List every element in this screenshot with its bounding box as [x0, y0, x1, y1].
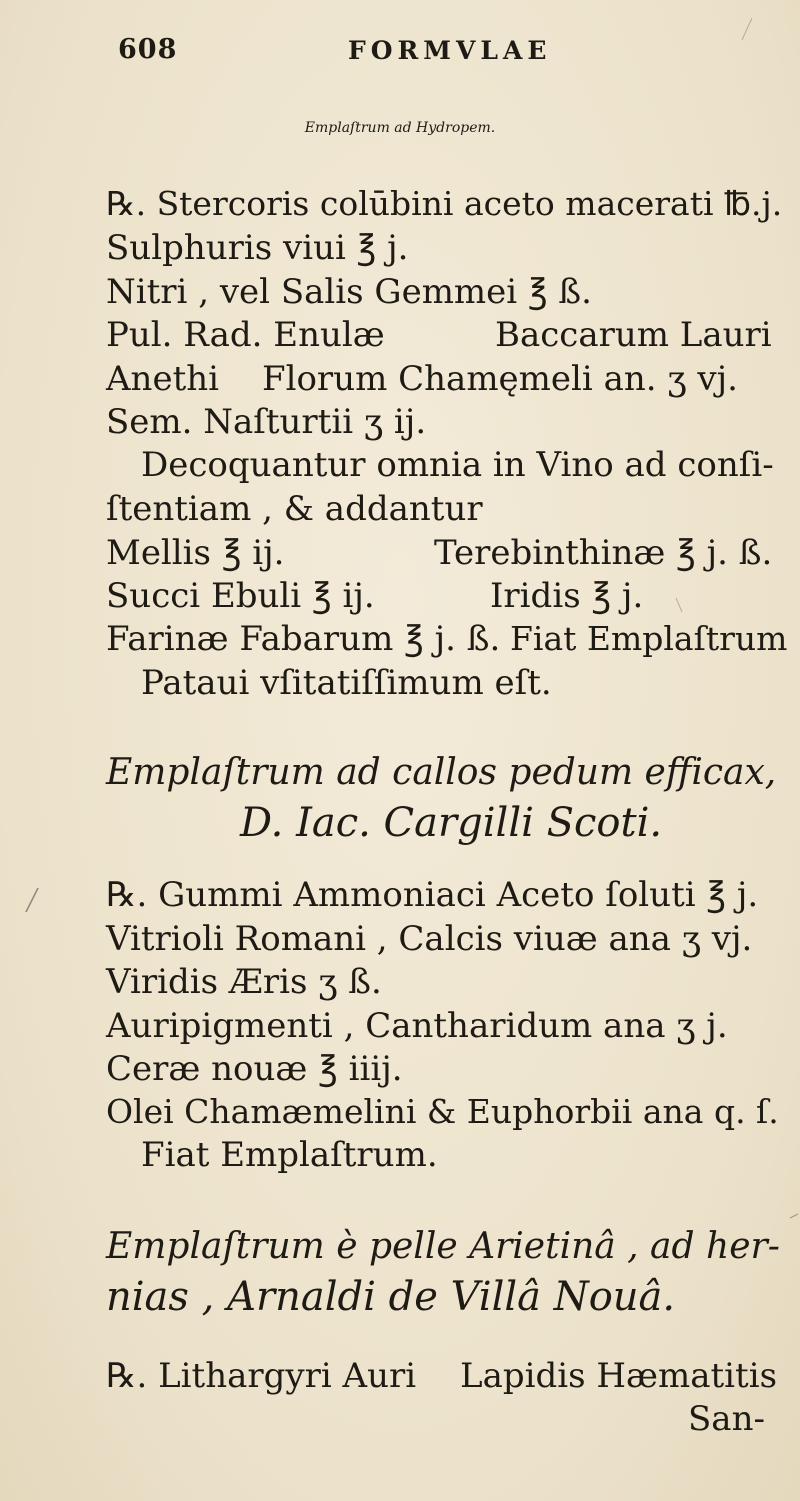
section-title-hernias: Emplaſtrum è pelle Arietinâ , ad her-: [106, 1226, 780, 1267]
recipe-line: Olei Chamæmelini & Euphorbii ana q. ſ.: [106, 1092, 779, 1131]
recipe-line: Farinæ Fabarum ℥ j. ß.: [106, 619, 501, 659]
recipe-line: Baccarum Lauri: [495, 315, 772, 355]
recipe-line: Decoquantur omnia in Vino ad conſi-: [141, 445, 774, 485]
recipe-line: Anethi: [106, 359, 220, 399]
page-header: [0, 34, 800, 74]
recipe-line: Auripigmenti , Cantharidum ana ʒ j.: [106, 1006, 728, 1046]
recipe-line: Terebinthinæ ℥ j. ß.: [434, 533, 773, 573]
running-title: FORMVLAE: [348, 36, 552, 65]
catchword: San-: [688, 1399, 765, 1439]
recipe-line: Sem. Naſturtii ʒ ij.: [106, 402, 427, 442]
recipe-line: Viridis Æris ʒ ß.: [106, 962, 382, 1002]
section-title-callos: Emplaſtrum ad callos pedum efficax,: [106, 752, 777, 793]
recipe-line: ℞. Gummi Ammoniaci Aceto ſoluti ℥ j.: [106, 875, 759, 915]
recipe-line: Lapidis Hæmatitis: [460, 1356, 778, 1396]
recipe-line: Sulphuris viui ℥ j.: [106, 228, 409, 268]
recipe-line: Fiat Emplaſtrum: [510, 619, 788, 658]
section-title-callos-author: D. Iac. Cargilli Scoti.: [240, 800, 663, 846]
recipe-line: Pul. Rad. Enulæ: [106, 315, 385, 355]
recipe-line: Florum Chamęmeli an. ʒ vj.: [262, 359, 738, 399]
recipe-line: ſtentiam , & addantur: [106, 489, 483, 529]
recipe-line: ℞. Stercoris colūbini aceto macerati ℔.j.: [106, 184, 783, 223]
recipe-line: Pataui vſitatiſſimum eſt.: [141, 663, 552, 703]
recipe-line: Ceræ nouæ ℥ iiij.: [106, 1049, 403, 1089]
recipe-line: Fiat Emplaſtrum.: [141, 1135, 438, 1175]
section-title-hydropem: Emplaſtrum ad Hydropem.: [304, 120, 496, 136]
recipe-line: Mellis ℥ ij.: [106, 533, 285, 573]
recipe-line: Succi Ebuli ℥ ij.: [106, 576, 375, 616]
recipe-line: ℞. Lithargyri Auri: [106, 1356, 417, 1396]
recipe-line: Nitri , vel Salis Gemmei ℥ ß.: [106, 272, 592, 312]
page-number: 608: [118, 34, 178, 65]
section-title-hernias-author: nias , Arnaldi de Villâ Nouâ.: [106, 1274, 676, 1320]
recipe-line: Iridis ℥ j.: [490, 576, 644, 616]
recipe-line: Vitrioli Romani , Calcis viuæ ana ʒ vj.: [106, 919, 753, 959]
